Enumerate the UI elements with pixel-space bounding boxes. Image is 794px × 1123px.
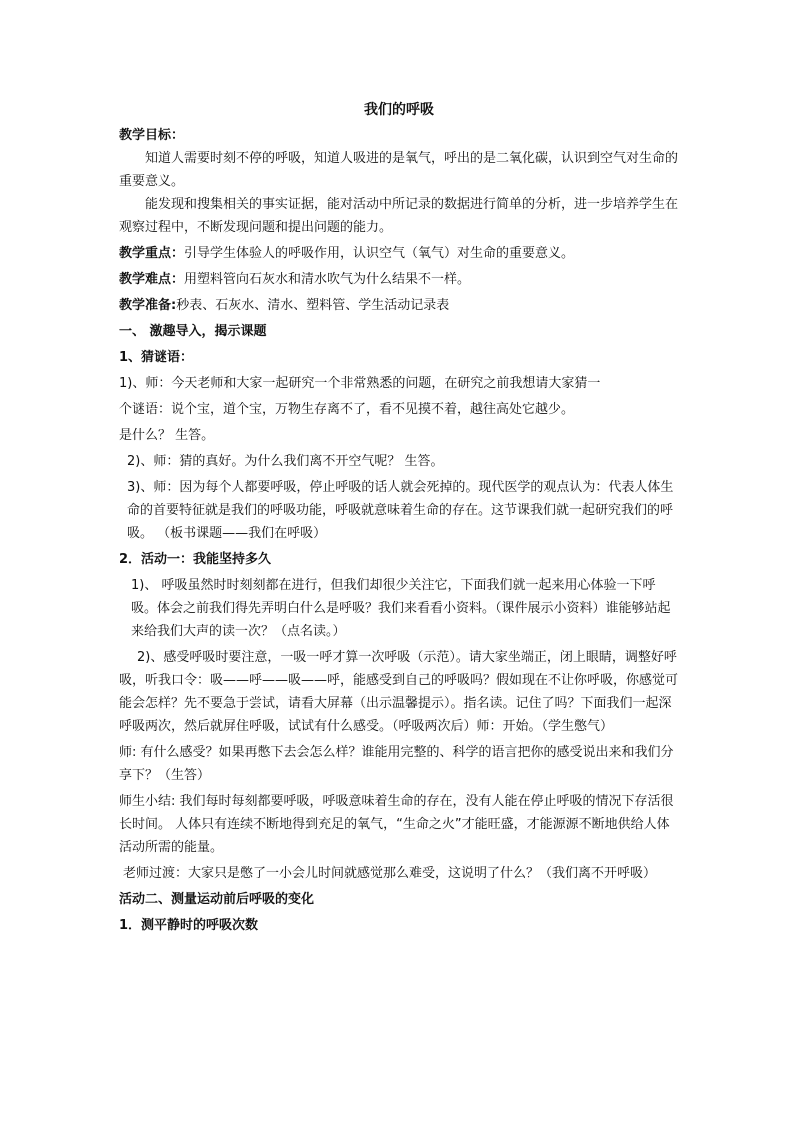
dialogue-item-2: 2)、师：猜的真好。为什么我们离不开空气呢？ 生答。 — [127, 454, 444, 469]
objectives-heading: 教学目标： — [119, 128, 185, 143]
subheading-measure-resting: 1．测平静时的呼吸次数 — [119, 918, 259, 933]
objective-paragraph-1: 知道人需要时刻不停的呼吸，知道人吸进的是氧气，呼出的是二氧化碳，认识到空气对生命的重要意义。 — [119, 151, 679, 189]
activity-1-summary: 师生小结: 我们每时每刻都要呼吸，呼吸意味着生命的存在，没有人能在停止呼吸的情况下存活很长时间。 人体只有连续不断地得到充足的氧气，“生命之火”才能旺盛，才能源源不断地供给人体活动所需的能量。 — [119, 794, 674, 855]
teaching-preparation-label: 教学准备: — [119, 298, 177, 313]
riddle-line-3: 是什么？ 生答。 — [119, 428, 215, 443]
activity-1-paragraph-3: 师: 有什么感受？如果再憋下去会怎么样？谁能用完整的、科学的语言把你的感受说出来和我们分享下？（生答） — [119, 745, 674, 783]
teaching-focus — [119, 242, 679, 265]
teaching-focus-label: 教学重点： — [119, 246, 185, 261]
teaching-difficulty-label: 教学难点： — [119, 272, 185, 287]
objective-paragraph-2: 能发现和搜集相关的事实证据，能对活动中所记录的数据进行简单的分析，进一步培养学生在观察过程中，不断发现问题和提出问题的能力。 — [119, 197, 679, 235]
activity-1-paragraph-1: 1)、 呼吸虽然时时刻刻都在进行，但我们却很少关注它，下面我们就一起来用心体验一下呼吸。体会之前我们得先弄明白什么是呼吸？我们来看看小资料。（课件展示小资料）谁能够站起来给我们大声的读一次？（点名读。） — [131, 578, 671, 639]
subheading-riddle: 1、猜谜语： — [119, 350, 194, 365]
teaching-difficulty — [119, 268, 679, 291]
teaching-focus-text: 引导学生体验人的呼吸作用，认识空气（氧气）对生命的重要意义。 — [184, 246, 575, 261]
document-page — [119, 98, 679, 937]
riddle-line-2: 个谜语：说个宝，道个宝，万物生存离不了，看不见摸不着，越往高处它越少。 — [119, 402, 575, 417]
activity-1-paragraph-2: 2)、感受呼吸时要注意，一吸一呼才算一次呼吸（示范）。请大家坐端正，闭上眼睛，调整好呼吸，听我口令：吸——呼——吸——呼，能感受到自己的呼吸吗？假如现在不让你呼吸，你感觉可能会怎样？先不要急于尝试，请看大屏幕（出示温馨提示）。指名读。记住了吗？下面我们一起深呼吸两次，然后就屏住呼吸，试试有什么感受。（呼吸两次后）师：开始。（学生憋气） — [119, 650, 679, 734]
teacher-transition: 老师过渡：大家只是憋了一小会儿时间就感觉那么难受，这说明了什么？（我们离不开呼吸） — [123, 866, 657, 881]
subheading-activity-1: 2．活动一：我能坚持多久 — [119, 552, 272, 567]
section-heading-2: 活动二、测量运动前后呼吸的变化 — [119, 892, 315, 907]
teaching-difficulty-text: 用塑料管向石灰水和清水吹气为什么结果不一样。 — [184, 272, 471, 287]
teaching-preparation-text: 秒表、石灰水、清水、塑料管、学生活动记录表 — [176, 298, 450, 313]
dialogue-item-3: 3)、师：因为每个人都要呼吸，停止呼吸的话人就会死掉的。现代医学的观点认为：代表人体生命的首要特征就是我们的呼吸功能，呼吸就意味着生命的存在。这节课我们就一起研究我们的呼吸。 （板书课题——我们在呼吸） — [127, 480, 674, 541]
section-heading-1: 一、 激趣导入，揭示课题 — [119, 324, 267, 339]
document-title: 我们的呼吸 — [364, 102, 434, 118]
riddle-line-1: 1)、师：今天老师和大家一起研究一个非常熟悉的问题，在研究之前我想请大家猜一 — [119, 376, 601, 391]
teaching-preparation — [119, 294, 679, 317]
